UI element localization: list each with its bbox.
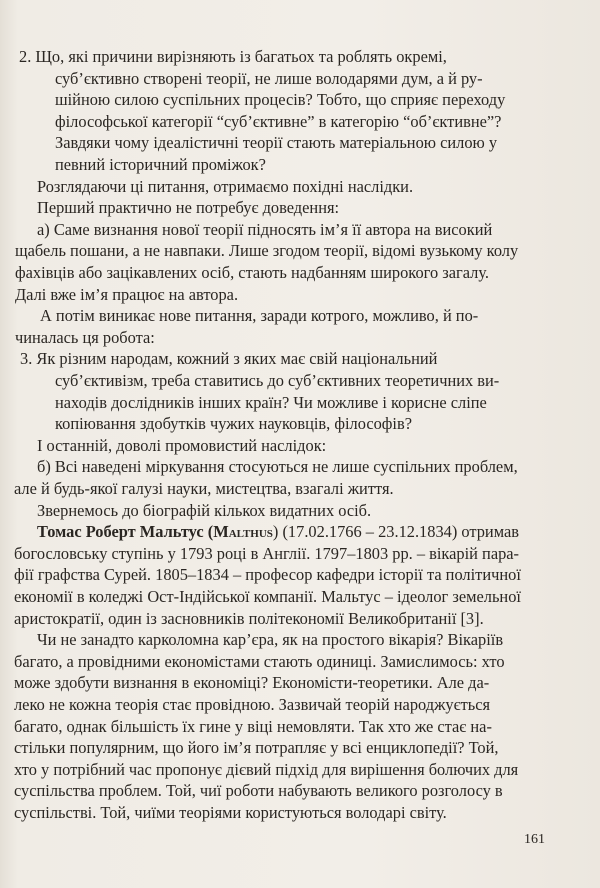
- text-line: фії графства Сурей. 1805–1834 – професор кафедри історії та політичної: [14, 565, 521, 585]
- text-line: шійною силою суспільних процесів? Тобто, що сприяє переходу: [55, 90, 506, 110]
- text-line: економії в коледжі Ост-Індійської компанії. Мальтус – ідеолог земельної: [14, 587, 521, 606]
- text-line: Завдяки чому ідеалістичні теорії стають матеріальною силою у: [55, 133, 498, 153]
- page-number: 161: [524, 832, 545, 847]
- text-line: І останній, доволі промовистий наслідок:: [37, 435, 327, 455]
- text-line: А потім виникає нове питання, заради котрого, можливо, й по-: [40, 306, 479, 326]
- person-name-latin: Malthus: [213, 522, 273, 542]
- text-line: Розглядаючи ці питання, отримаємо похідні наслідки.: [37, 176, 414, 196]
- text-line: чиналась ця робота:: [15, 327, 155, 347]
- text-line: фахівців або зацікавлених осіб, стають надбанням широкого загалу.: [15, 263, 489, 282]
- text-line: може здобути визнання в економіці? Економісти-теоретики. Але да-: [14, 673, 490, 693]
- text-line: 2. Що, які причини вирізняють із багатьох та роблять окремі,: [19, 47, 447, 66]
- person-name: Томас Роберт Мальтус (: [37, 522, 214, 542]
- text-line: суспільстві. Той, чиїми теоріями користуються володарі світу.: [14, 803, 447, 822]
- text-line: находів дослідників інших країн? Чи можливе і корисне сліпе: [55, 392, 487, 412]
- text-line: філософської категорії “суб’єктивне” в категорію “об’єктивне”?: [55, 111, 502, 131]
- text-line: леко не кожна теорія стає провідною. Зазвичай теорій народжується: [14, 695, 491, 714]
- text-line: багато, однак більшість їх гине у віці немовляти. Так хто же стає на-: [14, 716, 492, 736]
- text-line: Далі вже ім’я працює на автора.: [15, 284, 239, 304]
- text-line: богословську ступінь у 1793 році в Англії. 1797–1803 рр. – вікарій пара-: [14, 543, 520, 563]
- text-line: але й будь-якої галузі науки, мистецтва, взагалі життя.: [14, 479, 394, 498]
- text-line: Чи не занадто карколомна кар’єра, як на простого вікарія? Вікаріїв: [37, 630, 504, 650]
- text-line: 3. Як різним народам, кожний з яких має свій національний: [20, 349, 438, 369]
- text-line: певний історичний проміжок?: [55, 155, 266, 174]
- person-dates: ) (17.02.1766 – 23.12.1834) отримав: [272, 522, 519, 542]
- text-line: щабель пошани, а не навпаки. Лише згодом теорії, відомі вузькому колу: [15, 241, 519, 261]
- text-line: стільки популярним, що його ім’я потрапляє у всі енциклопедії? Той,: [14, 738, 499, 758]
- text-line: багато, а провідними економістами стають одиниці. Замислимось: хто: [14, 651, 505, 671]
- text-line: суб’єктивізм, треба ставитись до суб’єктивних теоретичних ви-: [55, 371, 500, 390]
- text-line: хто у потрібний час пропонує дієвий підхід для вирішення болючих для: [14, 759, 519, 779]
- text-line: б) Всі наведені міркування стосуються не лише суспільних проблем,: [37, 457, 518, 477]
- text-line: аристократії, один із засновників політекономії Великобританії [3].: [14, 608, 484, 628]
- text-line: копіювання здобутків чужих науковців, філософів?: [55, 414, 412, 434]
- text-line: а) Саме визнання нової теорії підносять ім’я її автора на високий: [37, 219, 493, 239]
- text-line: суспільства проблем. Той, чиї роботи набувають великого розголосу в: [14, 781, 503, 801]
- text-line: Перший практично не потребує доведення:: [37, 198, 340, 218]
- malthus-heading-line: [37, 522, 519, 542]
- text-line: суб’єктивно створені теорії, не лише володарями дум, а й ру-: [55, 68, 483, 88]
- text-line: Звернемось до біографій кількох видатних осіб.: [37, 500, 372, 520]
